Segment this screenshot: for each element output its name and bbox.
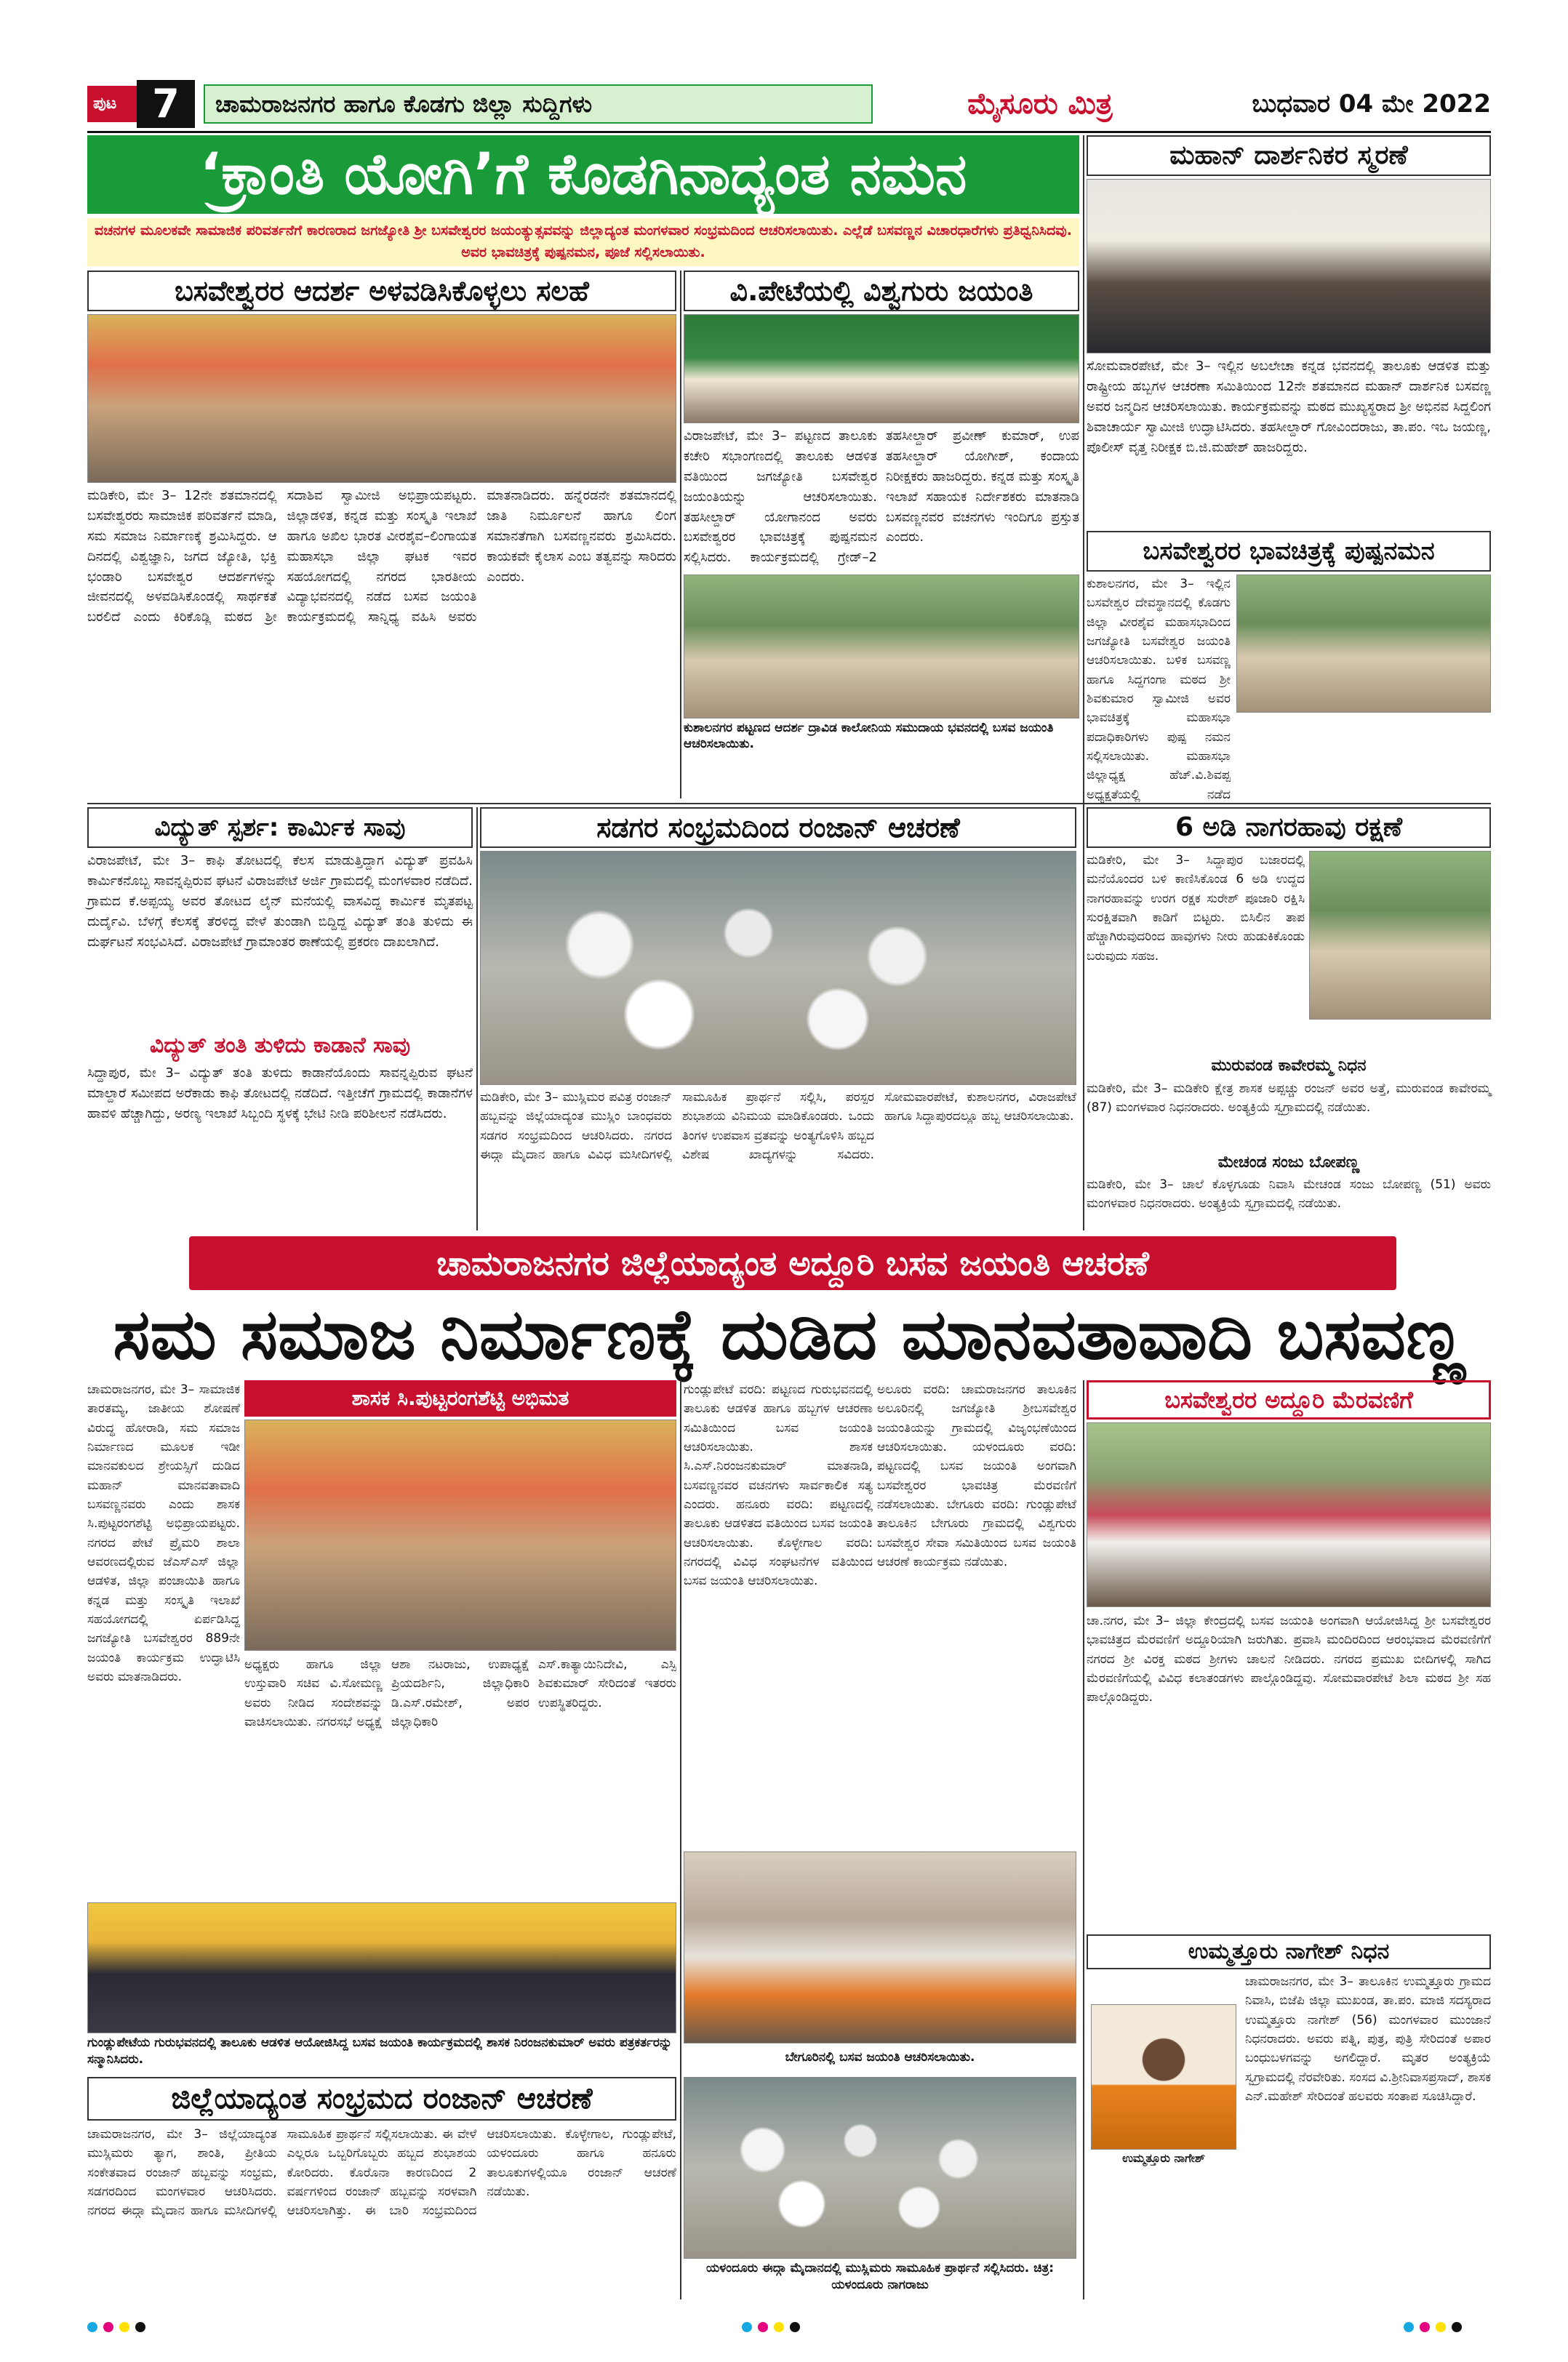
col-rule-b: [1083, 135, 1084, 1230]
col-rule-e: [1083, 1380, 1084, 2299]
reg-dots-right: [1404, 2321, 1491, 2336]
masthead: ಮೈಸೂರು ಮಿತ್ರ: [967, 87, 1113, 121]
lead-strap: ವಚನಗಳ ಮೂಲಕವೇ ಸಾಮಾಜಿಕ ಪರಿವರ್ತನೆಗೆ ಕಾರಣರಾದ ಜಗಜ್ಯೋತಿ ಶ್ರೀ ಬಸವೇಶ್ವರರ ಜಯಂತ್ಯುತ್ಸವವನ್ನು ಜಿಲ್ಲಾದ್ಯಂತ ಮಂಗಳವಾರ ಸಂಭ್ರಮದಿಂದ ಆಚರಿಸಲಾಯಿತು. ಎಲ್ಲೆಡೆ ಬಸವಣ್ಣನ ವಿಚಾರಧಾರೆಗಳು ಪ್ರತಿಧ್ವನಿಸಿದವು. ಅವರ ಭಾವಚಿತ್ರಕ್ಕೆ ಪುಷ್ಪನಮನ, ಪೂಜೆ ಸಲ್ಲಿಸಲಾಯಿತು.: [87, 218, 1079, 266]
procession-title: ಬಸವೇಶ್ವರರ ಅದ್ದೂರಿ ಮೆರವಣಿಗೆ: [1087, 1380, 1491, 1420]
mid-rule-1: [87, 803, 1491, 804]
s2-photo: [684, 314, 1079, 423]
gundlu-caption: ಗುಂಡ್ಲುಪೇಟೆಯ ಗುರುಭವನದಲ್ಲಿ ತಾಲೂಕು ಆಡಳಿತ ಆಯೋಜಿಸಿದ್ದ ಬಸವ ಜಯಂತಿ ಕಾರ್ಯಕ್ರಮದಲ್ಲಿ ಶಾಸಕ ನಿರಂಜನಕುಮಾರ್ ಅವರು ಪತ್ರಕರ್ತರನ್ನು ಸನ್ಮಾನಿಸಿದರು.: [87, 2035, 673, 2067]
cn-col4: ಅಲೂರು ವರದಿ: ಚಾಮರಾಜನಗರ ತಾಲೂಕಿನ ಅಲೂರಿನಲ್ಲಿ ಜಗಜ್ಯೋತಿ ಶ್ರೀಬಸವೇಶ್ವರ ಜಯಂತಿಯನ್ನು ಗ್ರಾಮದಲ್ಲಿ ವಿಜೃಂಭಣೆಯಿಂದ ಆಚರಿಸಲಾಯಿತು. ಯಳಂದೂರು ವರದಿ: ಪಟ್ಟಣದಲ್ಲಿ ಬಸವ ಜಯಂತಿ ಅಂಗವಾಗಿ ಬಸವೇಶ್ವರರ ಭಾವಚಿತ್ರ ಮೆರವಣಿಗೆ ನಡೆಸಲಾಯಿತು. ಬೇಗೂರು ವರದಿ: ಗುಂಡ್ಲುಪೇಟೆ ತಾಲೂಕಿನ ಬೇಗೂರು ಗ್ರಾಮದಲ್ಲಿ ವಿಶ್ವಗುರು ಬಸವೇಶ್ವರ ಸೇವಾ ಸಮಿತಿಯಿಂದ ಬಸವ ಜಯಂತಿ ಆಚರಣೆ ಕಾರ್ಯಕ್ರಮ ನಡೆಯಿತು.: [877, 1382, 1076, 1570]
s3-photo: [1087, 179, 1491, 353]
begur-photo: [684, 1851, 1076, 2043]
yalandur-caption: ಯಳಂದೂರು ಈದ್ಗಾ ಮೈದಾನದಲ್ಲಿ ಮುಸ್ಲಿಮರು ಸಾಮೂಹಿಕ ಪ್ರಾರ್ಥನೆ ಸಲ್ಲಿಸಿದರು. ಚಿತ್ರ: ಯಳಂದೂರು ನಾಗರಾಜು: [705, 2261, 1055, 2292]
cn-headline: ಸಮ ಸಮಾಜ ನಿರ್ಮಾಣಕ್ಕೆ ದುಡಿದ ಮಾನವತಾವಾದಿ ಬಸವಣ್ಣ: [113, 1294, 1465, 1375]
col-rule-c: [476, 807, 478, 1230]
s6-photo: [480, 851, 1076, 1085]
col-rule-d: [680, 1380, 681, 2299]
s7-body: ಮಡಿಕೇರಿ, ಮೇ 3– ಸಿದ್ದಾಪುರ ಬಜಾರದಲ್ಲಿ ಮನೆಯೊಂದರ ಬಳಿ ಕಾಣಿಸಿಕೊಂಡ 6 ಅಡಿ ಉದ್ದದ ನಾಗರಹಾವನ್ನು ಉರಗ ರಕ್ಷಕ ಸುರೇಶ್ ಪೂಜಾರಿ ರಕ್ಷಿಸಿ ಸುರಕ್ಷಿತವಾಗಿ ಕಾಡಿಗೆ ಬಿಟ್ಟರು. ಬಿಸಿಲಿನ ತಾಪ ಹೆಚ್ಚಾಗಿರುವುದರಿಂದ ಹಾವುಗಳು ನೀರು ಹುಡುಕಿಕೊಂಡು ಬರುವುದು ಸಹಜ.: [1087, 853, 1305, 964]
s3-title: ಮಹಾನ್ ದಾರ್ಶನಿಕರ ಸ್ಮರಣೆ: [1087, 135, 1491, 176]
page-label-text: ಪುಟ: [93, 95, 117, 113]
s5b-title: ವಿದ್ಯುತ್ ತಂತಿ ತುಳಿದು ಕಾಡಾನೆ ಸಾವು: [149, 1033, 411, 1058]
ramzan-body: ಚಾಮರಾಜನಗರ, ಮೇ 3– ಜಿಲ್ಲೆಯಾದ್ಯಂತ ಮುಸ್ಲಿಮರು ತ್ಯಾಗ, ಶಾಂತಿ, ಪ್ರೀತಿಯ ಸಂಕೇತವಾದ ರಂಜಾನ್ ಹಬ್ಬವನ್ನು ಸಂಭ್ರಮ, ಸಡಗರದಿಂದ ಮಂಗಳವಾರ ಆಚರಿಸಿದರು. ನಗರದ ಈದ್ಗಾ ಮೈದಾನ ಹಾಗೂ ಮಸೀದಿಗಳಲ್ಲಿ ಸಾಮೂಹಿಕ ಪ್ರಾರ್ಥನೆ ಸಲ್ಲಿಸಲಾಯಿತು. ಈ ವೇಳೆ ಎಲ್ಲರೂ ಒಬ್ಬರಿಗೊಬ್ಬರು ಹಬ್ಬದ ಶುಭಾಶಯ ಕೋರಿದರು. ಕೊರೊನಾ ಕಾರಣದಿಂದ 2 ವರ್ಷಗಳಿಂದ ರಂಜಾನ್ ಹಬ್ಬವನ್ನು ಸರಳವಾಗಿ ಆಚರಿಸಲಾಗಿತ್ತು. ಈ ಬಾರಿ ಸಂಭ್ರಮದಿಂದ ಆಚರಿಸಲಾಯಿತು. ಕೊಳ್ಳೇಗಾಲ, ಗುಂಡ್ಲುಪೇಟೆ, ಯಳಂದೂರು ಹಾಗೂ ಹನೂರು ತಾಲೂಕುಗಳಲ್ಲಿಯೂ ರಂಜಾನ್ ಆಚರಣೆ ನಡೆಯಿತು.: [87, 2127, 676, 2219]
s1-title: ಬಸವೇಶ್ವರರ ಆದರ್ಶ ಅಳವಡಿಸಿಕೊಳ್ಳಲು ಸಲಹೆ: [87, 271, 676, 311]
header-rule: [87, 131, 1491, 133]
naresh-portrait: [1091, 2004, 1236, 2150]
cn-banner: ಚಾಮರಾಜನಗರ ಜಿಲ್ಲೆಯಾದ್ಯಂತ ಅದ್ದೂರಿ ಬಸವ ಜಯಂತಿ ಆಚರಣೆ: [189, 1236, 1396, 1290]
s7-title: 6 ಅಡಿ ನಾಗರಹಾವು ರಕ್ಷಣೆ: [1087, 807, 1491, 848]
ob1-body: ಮಡಿಕೇರಿ, ಮೇ 3– ಮಡಿಕೇರಿ ಕ್ಷೇತ್ರ ಶಾಸಕ ಅಪ್ಪಚ್ಚು ರಂಜನ್ ಅವರ ಅತ್ತೆ, ಮುರುವಂಡ ಕಾವೇರಮ್ಮ (87) ಮಂಗಳವಾರ ನಿಧನರಾದರು. ಅಂತ್ಯಕ್ರಿಯೆ ಸ್ವಗ್ರಾಮದಲ್ಲಿ ನಡೆಯಿತು.: [1087, 1081, 1491, 1116]
s5-title: ವಿದ್ಯುತ್ ಸ್ಪರ್ಶ: ಕಾರ್ಮಿಕ ಸಾವು: [87, 807, 473, 848]
ramzan-title: ಜಿಲ್ಲೆಯಾದ್ಯಂತ ಸಂಭ್ರಮದ ರಂಜಾನ್ ಆಚರಣೆ: [87, 2077, 676, 2121]
col-rule-a: [680, 271, 681, 798]
lead-headline: ‘ಕ್ರಾಂತಿ ಯೋಗಿ’ಗೆ ಕೊಡಗಿನಾದ್ಯಂತ ನಮನ: [87, 135, 1079, 214]
ob2-title: ಮೇಚಂಡ ಸಂಜು ಬೋಪಣ್ಣ: [1217, 1153, 1360, 1172]
cn-photo-main: [244, 1420, 676, 1651]
begur-caption: ಬೇಗೂರಿನಲ್ಲಿ ಬಸವ ಜಯಂತಿ ಆಚರಿಸಲಾಯಿತು.: [785, 2050, 975, 2065]
yalandur-photo: [684, 2077, 1076, 2259]
naresh-portrait-caption: ಉಮ್ಮತ್ತೂರು ನಾಗೇಶ್: [1122, 2151, 1205, 2165]
s2-body: ವಿರಾಜಪೇಟೆ, ಮೇ 3– ಪಟ್ಟಣದ ತಾಲೂಕು ಕಚೇರಿ ಸಭಾಂಗಣದಲ್ಲಿ ತಾಲೂಕು ಆಡಳಿತ ವತಿಯಿಂದ ಜಗಜ್ಯೋತಿ ಬಸವೇಶ್ವರ ಜಯಂತಿಯನ್ನು ಆಚರಿಸಲಾಯಿತು. ತಹಸೀಲ್ದಾರ್ ಯೋಗಾನಂದ ಅವರು ಬಸವೇಶ್ವರರ ಭಾವಚಿತ್ರಕ್ಕೆ ಪುಷ್ಪನಮನ ಸಲ್ಲಿಸಿದರು. ಕಾರ್ಯಕ್ರಮದಲ್ಲಿ ಗ್ರೇಡ್–2 ತಹಸೀಲ್ದಾರ್ ಪ್ರವೀಣ್ ಕುಮಾರ್, ಉಪ ತಹಸೀಲ್ದಾರ್ ಯೋಗೀಶ್, ಕಂದಾಯ ನಿರೀಕ್ಷಕರು ಹಾಜರಿದ್ದರು. ಕನ್ನಡ ಮತ್ತು ಸಂಸ್ಕೃತಿ ಇಲಾಖೆ ಸಹಾಯಕ ನಿರ್ದೇಶಕರು ಮಾತನಾಡಿ ಬಸವಣ್ಣನವರ ವಚನಗಳು ಇಂದಿಗೂ ಪ್ರಸ್ತುತ ಎಂದರು.: [684, 428, 1079, 566]
s4-title: ಬಸವೇಶ್ವರರ ಭಾವಚಿತ್ರಕ್ಕೆ ಪುಷ್ಪನಮನ: [1087, 531, 1491, 572]
s5b-body: ಸಿದ್ದಾಪುರ, ಮೇ 3– ವಿದ್ಯುತ್ ತಂತಿ ತುಳಿದು ಕಾಡಾನೆಯೊಂದು ಸಾವನ್ನಪ್ಪಿರುವ ಘಟನೆ ಮಾಲ್ದಾರೆ ಸಮೀಪದ ಅರೆಕಾಡು ಕಾಫಿ ತೋಟದಲ್ಲಿ ನಡೆದಿದೆ. ಇತ್ತೀಚೆಗೆ ಗ್ರಾಮದಲ್ಲಿ ಕಾಡಾನೆಗಳ ಹಾವಳಿ ಹೆಚ್ಚಾಗಿದ್ದು, ಅರಣ್ಯ ಇಲಾಖೆ ಸಿಬ್ಬಂದಿ ಸ್ಥಳಕ್ಕೆ ಭೇಟಿ ನೀಡಿ ಪರಿಶೀಲನೆ ನಡೆಸಿದರು.: [87, 1065, 473, 1121]
s2-title: ವಿ.ಪೇಟೆಯಲ್ಲಿ ವಿಶ್ವಗುರು ಜಯಂತಿ: [684, 271, 1079, 311]
gundlu-photo: [87, 1902, 676, 2033]
s6-title: ಸಡಗರ ಸಂಭ್ರಮದಿಂದ ರಂಜಾನ್ ಆಚರಣೆ: [480, 807, 1076, 848]
s7-photo: [1309, 851, 1491, 1020]
s1-photo: [87, 314, 676, 483]
s4-body: ಕುಶಾಲನಗರ, ಮೇ 3– ಇಲ್ಲಿನ ಬಸವೇಶ್ವರ ದೇವಸ್ಥಾನದಲ್ಲಿ ಕೊಡಗು ಜಿಲ್ಲಾ ವೀರಶೈವ ಮಹಾಸಭಾದಿಂದ ಜಗಜ್ಯೋತಿ ಬಸವೇಶ್ವರ ಜಯಂತಿ ಆಚರಿಸಲಾಯಿತು. ಬಳಿಕ ಬಸವಣ್ಣ ಹಾಗೂ ಸಿದ್ದಗಂಗಾ ಮಠದ ಶ್ರೀ ಶಿವಕುಮಾರ ಸ್ವಾಮೀಜಿ ಅವರ ಭಾವಚಿತ್ರಕ್ಕೆ ಮಹಾಸಭಾ ಪದಾಧಿಕಾರಿಗಳು ಪುಷ್ಪ ನಮನ ಸಲ್ಲಿಸಲಾಯಿತು. ಮಹಾಸಭಾ ಜಿಲ್ಲಾಧ್ಯಕ್ಷ ಹೆಚ್.ವಿ.ಶಿವಪ್ಪ ಅಧ್ಯಕ್ಷತೆಯಲ್ಲಿ ನಡೆದ: [1087, 577, 1231, 802]
page-number: 7: [137, 80, 195, 128]
ob1-title: ಮುರುವಂಡ ಕಾವೇರಮ್ಮ ನಿಧನ: [1211, 1057, 1367, 1075]
cn-col2: ಅಧ್ಯಕ್ಷರು ಹಾಗೂ ಜಿಲ್ಲಾ ಉಸ್ತುವಾರಿ ಸಚಿವ ವಿ.ಸೋಮಣ್ಣ ಅವರು ನೀಡಿದ ಸಂದೇಶವನ್ನು ವಾಚಿಸಲಾಯಿತು. ನಗರಸಭೆ ಅಧ್ಯಕ್ಷೆ ಆಶಾ ನಟರಾಜು, ಉಪಾಧ್ಯಕ್ಷೆ ಪ್ರಿಯದರ್ಶಿನಿ, ಜಿಲ್ಲಾಧಿಕಾರಿ ಡಿ.ಎಸ್.ರಮೇಶ್, ಅಪರ ಜಿಲ್ಲಾಧಿಕಾರಿ ಎಸ್.ಕಾತ್ಯಾಯಿನಿದೇವಿ, ಎಸ್ಪಿ ಶಿವಕುಮಾರ್ ಸೇರಿದಂತೆ ಇತರರು ಉಪಸ್ಥಿತರಿದ್ದರು.: [244, 1657, 676, 1730]
naresh-title: ಉಮ್ಮತ್ತೂರು ನಾಗೇಶ್ ನಿಧನ: [1087, 1934, 1491, 1969]
s1-body: ಮಡಿಕೇರಿ, ಮೇ 3– 12ನೇ ಶತಮಾನದಲ್ಲಿ ಬಸವೇಶ್ವರರು ಸಾಮಾಜಿಕ ಪರಿವರ್ತನೆ ಮಾಡಿ, ಸಮ ಸಮಾಜ ನಿರ್ಮಾಣಕ್ಕೆ ಶ್ರಮಿಸಿದ್ದರು. ಆ ದಿನದಲ್ಲಿ ವಿಶ್ವಜ್ಞಾನಿ, ಜಗದ ಜ್ಯೋತಿ, ಭಕ್ತಿ ಭಂಡಾರಿ ಬಸವೇಶ್ವರ ಆದರ್ಶಗಳನ್ನು ಜೀವನದಲ್ಲಿ ಅಳವಡಿಸಿಕೊಂಡಲ್ಲಿ ಸಾರ್ಥಕತೆ ಬರಲಿದೆ ಎಂದು ಕಿರಿಕೊಡ್ಲಿ ಮಠದ ಶ್ರೀ ಸದಾಶಿವ ಸ್ವಾಮೀಜಿ ಅಭಿಪ್ರಾಯಪಟ್ಟರು. ಜಿಲ್ಲಾಡಳಿತ, ಕನ್ನಡ ಮತ್ತು ಸಂಸ್ಕೃತಿ ಇಲಾಖೆ ಹಾಗೂ ಅಖಿಲ ಭಾರತ ವೀರಶೈವ–ಲಿಂಗಾಯತ ಮಹಾಸಭಾ ಜಿಲ್ಲಾ ಘಟಕ ಇವರ ಸಹಯೋಗದಲ್ಲಿ ನಗರದ ಭಾರತೀಯ ವಿದ್ಯಾಭವನದಲ್ಲಿ ನಡೆದ ಬಸವ ಜಯಂತಿ ಕಾರ್ಯಕ್ರಮದಲ್ಲಿ ಸಾನ್ನಿಧ್ಯ ವಹಿಸಿ ಅವರು ಮಾತನಾಡಿದರು. ಹನ್ನೆರಡನೇ ಶತಮಾನದಲ್ಲಿ ಜಾತಿ ನಿರ್ಮೂಲನೆ ಹಾಗೂ ಲಿಂಗ ಸಮಾನತೆಗಾಗಿ ಬಸವಣ್ಣನವರು ಶ್ರಮಿಸಿದರು. ಕಾಯಕವೇ ಕೈಲಾಸ ಎಂಬ ತತ್ವವನ್ನು ಸಾರಿದರು ಎಂದರು.: [87, 488, 676, 625]
s3-body: ಸೋಮವಾರಪೇಟೆ, ಮೇ 3– ಇಲ್ಲಿನ ಅಬಲೇಚಾ ಕನ್ನಡ ಭವನದಲ್ಲಿ ತಾಲೂಕು ಆಡಳಿತ ಮತ್ತು ರಾಷ್ಟ್ರೀಯ ಹಬ್ಬಗಳ ಆಚರಣಾ ಸಮಿತಿಯಿಂದ 12ನೇ ಶತಮಾನದ ಮಹಾನ್ ದಾರ್ಶನಿಕ ಬಸವಣ್ಣ ಅವರ ಜನ್ಮದಿನ ಆಚರಿಸಲಾಯಿತು. ಕಾರ್ಯಕ್ರಮವನ್ನು ಮಠದ ಮುಖ್ಯಸ್ಥರಾದ ಶ್ರೀ ಅಭಿನವ ಸಿದ್ದಲಿಂಗ ಶಿವಾಚಾರ್ಯ ಸ್ವಾಮೀಜಿ ಉದ್ಘಾಟಿಸಿದರು. ತಹಸೀಲ್ದಾರ್ ಗೋವಿಂದರಾಜು, ತಾ.ಪಂ. ಇಒ ಜಯಣ್ಣ, ಪೊಲೀಸ್ ವೃತ್ತ ನಿರೀಕ್ಷಕ ಬಿ.ಜಿ.ಮಹೇಶ್ ಹಾಜರಿದ್ದರು.: [1087, 359, 1491, 455]
reg-dots-left: [87, 2321, 175, 2336]
s4-photo: [1236, 575, 1491, 713]
ob2-body: ಮಡಿಕೇರಿ, ಮೇ 3– ಚಾಲೆ ಕೊಳ್ಳಗೂಡು ನಿವಾಸಿ ಮೇಚಂಡ ಸಂಜು ಬೋಪಣ್ಣ (51) ಅವರು ಮಂಗಳವಾರ ನಿಧನರಾದರು. ಅಂತ್ಯಕ್ರಿಯೆ ಸ್ವಗ್ರಾಮದಲ್ಲಿ ನಡೆಯಿತು.: [1087, 1177, 1491, 1212]
cn-sub1: ಶಾಸಕ ಸಿ.ಪುಟ್ಟರಂಗಶೆಟ್ಟಿ ಅಭಿಮತ: [244, 1380, 676, 1417]
page-header: [87, 80, 1491, 128]
kushal-photo: [684, 575, 1079, 718]
naresh-body: ಚಾಮರಾಜನಗರ, ಮೇ 3– ತಾಲೂಕಿನ ಉಮ್ಮತ್ತೂರು ಗ್ರಾಮದ ನಿವಾಸಿ, ಬಿಜೆಪಿ ಜಿಲ್ಲಾ ಮುಖಂಡ, ತಾ.ಪಂ. ಮಾಜಿ ಸದಸ್ಯರಾದ ಉಮ್ಮತ್ತೂರು ನಾಗೇಶ್ (56) ಮಂಗಳವಾರ ಮುಂಜಾನೆ ನಿಧನರಾದರು. ಅವರು ಪತ್ನಿ, ಪುತ್ರ, ಪುತ್ರಿ ಸೇರಿದಂತೆ ಅಪಾರ ಬಂಧುಬಳಗವನ್ನು ಅಗಲಿದ್ದಾರೆ. ಮೃತರ ಅಂತ್ಯಕ್ರಿಯೆ ಸ್ವಗ್ರಾಮದಲ್ಲಿ ನೆರವೇರಿತು. ಸಂಸದ ವಿ.ಶ್ರೀನಿವಾಸಪ್ರಸಾದ್, ಶಾಸಕ ಎನ್.ಮಹೇಶ್ ಸೇರಿದಂತೆ ಹಲವರು ಸಂತಾಪ ಸೂಚಿಸಿದ್ದಾರೆ.: [1245, 1974, 1491, 2105]
section-title: ಚಾಮರಾಜನಗರ ಹಾಗೂ ಕೊಡಗು ಜಿಲ್ಲಾ ಸುದ್ದಿಗಳು: [204, 84, 873, 124]
procession-photo: [1087, 1422, 1491, 1607]
procession-body: ಚಾ.ನಗರ, ಮೇ 3– ಜಿಲ್ಲಾ ಕೇಂದ್ರದಲ್ಲಿ ಬಸವ ಜಯಂತಿ ಅಂಗವಾಗಿ ಆಯೋಜಿಸಿದ್ದ ಶ್ರೀ ಬಸವೇಶ್ವರರ ಭಾವಚಿತ್ರದ ಮೆರವಣಿಗೆ ಅದ್ದೂರಿಯಾಗಿ ಜರುಗಿತು. ಪ್ರವಾಸಿ ಮಂದಿರದಿಂದ ಆರಂಭವಾದ ಮೆರವಣಿಗೆಗೆ ನಗರದ ಶ್ರೀ ವಿರಕ್ತ ಮಠದ ಶ್ರೀಗಳು ಚಾಲನೆ ನೀಡಿದರು. ನಗರದ ಪ್ರಮುಖ ಬೀದಿಗಳಲ್ಲಿ ಸಾಗಿದ ಮೆರವಣಿಗೆಯಲ್ಲಿ ವಿವಿಧ ಕಲಾತಂಡಗಳು ಪಾಲ್ಗೊಂಡಿದ್ದವು. ಸೋಮವಾರಪೇಟೆ ಶಿಲಾ ಮಠದ ಶ್ರೀ ಸಹ ಪಾಲ್ಗೊಂಡಿದ್ದರು.: [1087, 1614, 1491, 1705]
cn-col1: ಚಾಮರಾಜನಗರ, ಮೇ 3– ಸಾಮಾಜಿಕ ತಾರತಮ್ಯ, ಜಾತೀಯ ಶೋಷಣೆ ವಿರುದ್ಧ ಹೋರಾಡಿ, ಸಮ ಸಮಾಜ ನಿರ್ಮಾಣದ ಮೂಲಕ ಇಡೀ ಮಾನವಕುಲದ ಶ್ರೇಯಸ್ಸಿಗೆ ದುಡಿದ ಮಹಾನ್ ಮಾನವತಾವಾದಿ ಬಸವಣ್ಣನವರು ಎಂದು ಶಾಸಕ ಸಿ.ಪುಟ್ಟರಂಗಶೆಟ್ಟಿ ಅಭಿಪ್ರಾಯಪಟ್ಟರು. ನಗರದ ಪೇಟೆ ಪ್ರೈಮರಿ ಶಾಲಾ ಆವರಣದಲ್ಲಿರುವ ಜೆಎಸ್ಎಸ್ ಜಿಲ್ಲಾ ಆಡಳಿತ, ಜಿಲ್ಲಾ ಪಂಚಾಯಿತಿ ಹಾಗೂ ಕನ್ನಡ ಮತ್ತು ಸಂಸ್ಕೃತಿ ಇಲಾಖೆ ಸಹಯೋಗದಲ್ಲಿ ಏರ್ಪಡಿಸಿದ್ದ ಜಗಜ್ಯೋತಿ ಬಸವೇಶ್ವರರ 889ನೇ ಜಯಂತಿ ಕಾರ್ಯಕ್ರಮ ಉದ್ಘಾಟಿಸಿ ಅವರು ಮಾತನಾಡಿದರು.: [87, 1382, 240, 1685]
cn-col3: ಗುಂಡ್ಲುಪೇಟೆ ವರದಿ: ಪಟ್ಟಣದ ಗುರುಭವನದಲ್ಲಿ ತಾಲೂಕು ಆಡಳಿತ ಹಾಗೂ ಹಬ್ಬಗಳ ಆಚರಣಾ ಸಮಿತಿಯಿಂದ ಬಸವ ಜಯಂತಿ ಆಚರಿಸಲಾಯಿತು. ಶಾಸಕ ಸಿ.ಎಸ್.ನಿರಂಜನಕುಮಾರ್ ಮಾತನಾಡಿ, ಬಸವಣ್ಣನವರ ವಚನಗಳು ಸಾರ್ವಕಾಲಿಕ ಸತ್ಯ ಎಂದರು. ಹನೂರು ವರದಿ: ಪಟ್ಟಣದಲ್ಲಿ ತಾಲೂಕು ಆಡಳಿತದ ವತಿಯಿಂದ ಬಸವ ಜಯಂತಿ ಆಚರಿಸಲಾಯಿತು. ಕೊಳ್ಳೇಗಾಲ ವರದಿ: ನಗರದಲ್ಲಿ ವಿವಿಧ ಸಂಘಟನೆಗಳ ವತಿಯಿಂದ ಬಸವ ಜಯಂತಿ ಆಚರಿಸಲಾಯಿತು.: [684, 1382, 873, 1589]
issue-date: ಬುಧವಾರ 04 ಮೇ 2022: [1252, 89, 1491, 119]
reg-dots-center: [742, 2321, 829, 2336]
s5-body: ವಿರಾಜಪೇಟೆ, ಮೇ 3– ಕಾಫಿ ತೋಟದಲ್ಲಿ ಕೆಲಸ ಮಾಡುತ್ತಿದ್ದಾಗ ವಿದ್ಯುತ್ ಪ್ರವಹಿಸಿ ಕಾರ್ಮಿಕನೊಬ್ಬ ಸಾವನ್ನಪ್ಪಿರುವ ಘಟನೆ ವಿರಾಜಪೇಟೆ ಅರ್ಜಿ ಗ್ರಾಮದಲ್ಲಿ ಮಂಗಳವಾರ ನಡೆದಿದೆ. ಗ್ರಾಮದ ಕೆ.ಅಪ್ಪಯ್ಯ ಅವರ ತೋಟದ ಲೈನ್ ಮನೆಯಲ್ಲಿ ವಾಸವಿದ್ದ ಕಾರ್ಮಿಕ ಮೃತಪಟ್ಟ ದುರ್ದೈವಿ. ಬೆಳಗ್ಗೆ ಕೆಲಸಕ್ಕೆ ತೆರಳಿದ್ದ ವೇಳೆ ತುಂಡಾಗಿ ಬಿದ್ದಿದ್ದ ವಿದ್ಯುತ್ ತಂತಿ ತುಳಿದು ಈ ದುರ್ಘಟನೆ ಸಂಭವಿಸಿದೆ. ವಿರಾಜಪೇಟೆ ಗ್ರಾಮಾಂತರ ಠಾಣೆಯಲ್ಲಿ ಪ್ರಕರಣ ದಾಖಲಾಗಿದೆ.: [87, 853, 473, 950]
s6-body: ಮಡಿಕೇರಿ, ಮೇ 3– ಮುಸ್ಲಿಮರ ಪವಿತ್ರ ರಂಜಾನ್ ಹಬ್ಬವನ್ನು ಜಿಲ್ಲೆಯಾದ್ಯಂತ ಮುಸ್ಲಿಂ ಬಾಂಧವರು ಸಡಗರ ಸಂಭ್ರಮದಿಂದ ಆಚರಿಸಿದರು. ನಗರದ ಈದ್ಗಾ ಮೈದಾನ ಹಾಗೂ ವಿವಿಧ ಮಸೀದಿಗಳಲ್ಲಿ ಸಾಮೂಹಿಕ ಪ್ರಾರ್ಥನೆ ಸಲ್ಲಿಸಿ, ಪರಸ್ಪರ ಶುಭಾಶಯ ವಿನಿಮಯ ಮಾಡಿಕೊಂಡರು. ಒಂದು ತಿಂಗಳ ಉಪವಾಸ ವ್ರತವನ್ನು ಅಂತ್ಯಗೊಳಿಸಿ ಹಬ್ಬದ ವಿಶೇಷ ಖಾದ್ಯಗಳನ್ನು ಸವಿದರು. ಸೋಮವಾರಪೇಟೆ, ಕುಶಾಲನಗರ, ವಿರಾಜಪೇಟೆ ಹಾಗೂ ಸಿದ್ದಾಪುರದಲ್ಲೂ ಹಬ್ಬ ಆಚರಿಸಲಾಯಿತು.: [480, 1090, 1076, 1163]
kushal-caption: ಕುಶಾಲನಗರ ಪಟ್ಟಣದ ಆದರ್ಶ ದ್ರಾವಿಡ ಕಾಲೋನಿಯ ಸಮುದಾಯ ಭವನದಲ್ಲಿ ಬಸವ ಜಯಂತಿ ಆಚರಿಸಲಾಯಿತು.: [684, 721, 1054, 752]
